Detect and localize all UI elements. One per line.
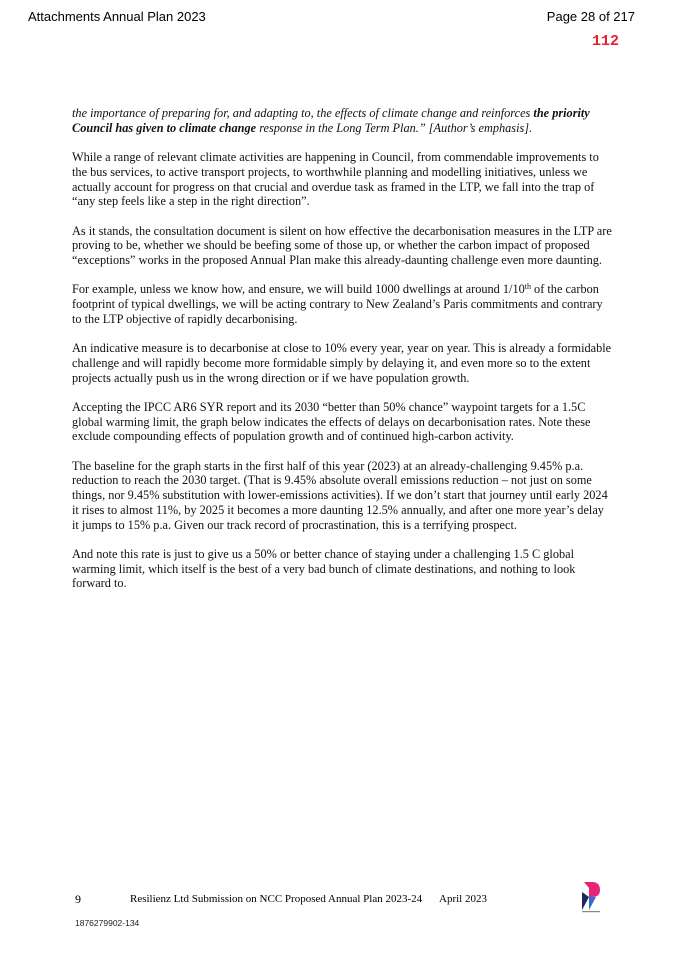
document-id: 1876279902-134 — [75, 918, 140, 928]
footer-date: April 2023 — [439, 893, 487, 905]
footer-submission-title: Resilienz Ltd Submission on NCC Proposed Annual Plan 2023-24 — [130, 893, 423, 905]
body-text — [72, 106, 612, 606]
footer-page-number: 9 — [75, 892, 81, 906]
quote-text-a: the importance of preparing for, and adapting to, the effects of climate change and reinforces — [72, 106, 534, 120]
paragraph-indicative-measure: An indicative measure is to decarbonise at close to 10% every year, year on year. This is already a formidable challenge and will rapidly become more formidable simply by delaying it, and even more so to the extent projects actually push us in the wrong direction or if we have population growth. — [72, 341, 612, 385]
dwellings-text-a: For example, unless we know how, and ensure, we will build 1000 dwellings at around 1/10 — [72, 282, 525, 297]
document-title: Attachments Annual Plan 2023 — [28, 9, 206, 24]
resilienz-logo-icon — [580, 880, 602, 914]
paragraph-consultation-silent: As it stands, the consultation document is silent on how effective the decarbonisation measures in the LTP are proving to be, whether we should be beefing some of those up, or whether the carbon impact of proposed “exceptions” works in the proposed Annual Plan make this already-daunting challenge even more daunting. — [72, 223, 612, 267]
quote-text-b: response in the Long Term Plan.” [Author’s emphasis]. — [256, 120, 533, 135]
paragraph-quote — [72, 106, 612, 135]
quote-emphasis: the priority Council has given to climate change — [72, 106, 590, 135]
paragraph-baseline: The baseline for the graph starts in the first half of this year (2023) at an already-challenging 9.45% p.a. reduction to reach the 2030 target. (That is 9.45% absolute overall emissions reduction – not just on some things, nor 9.45% substitution with lower-emissions activities). If we don’t start that journey until early 2024 it rises to almost 11%, by 2025 it becomes a more daunting 12.5% annually, and after one more year’s delay it jumps to 15% p.a. Given our track record of procrastination, this is a terrifying prospect. — [72, 458, 608, 532]
paragraph-dwellings-example — [72, 282, 612, 326]
page-stamp-number: 112 — [591, 33, 619, 50]
dwellings-text-b: of the carbon footprint of typical dwellings, we will be acting contrary to New Zealand’s Paris commitments and contrary to the LTP objective of rapidly decarbonising. — [72, 282, 603, 326]
paragraph-ipcc: Accepting the IPCC AR6 SYR report and its 2030 “better than 50% chance” waypoint targets for a 1.5C global warming limit, the graph below indicates the effects of delays on decarbonisation rates. Note these exclude compounding effects of population growth and of continued high-carbon activity. — [72, 399, 591, 444]
paragraph-climate-activities: While a range of relevant climate activities are happening in Council, from commendable improvements to the bus services, to active transport projects, to worthwhile planning and modelling initiatives, unless we actually account for progress on that crucial and overdue task as framed in the LTP, we fall into the trap of “any step feels like a step in the right direction”. — [72, 150, 599, 209]
page-counter: Page 28 of 217 — [546, 9, 635, 24]
ordinal-superscript: th — [524, 282, 531, 292]
paragraph-conclusion: And note this rate is just to give us a 50% or better chance of staying under a challenging 1.5 C global warming limit, which itself is the best of a very bad bunch of climate destinations, and nothing to look forward to. — [72, 546, 576, 591]
